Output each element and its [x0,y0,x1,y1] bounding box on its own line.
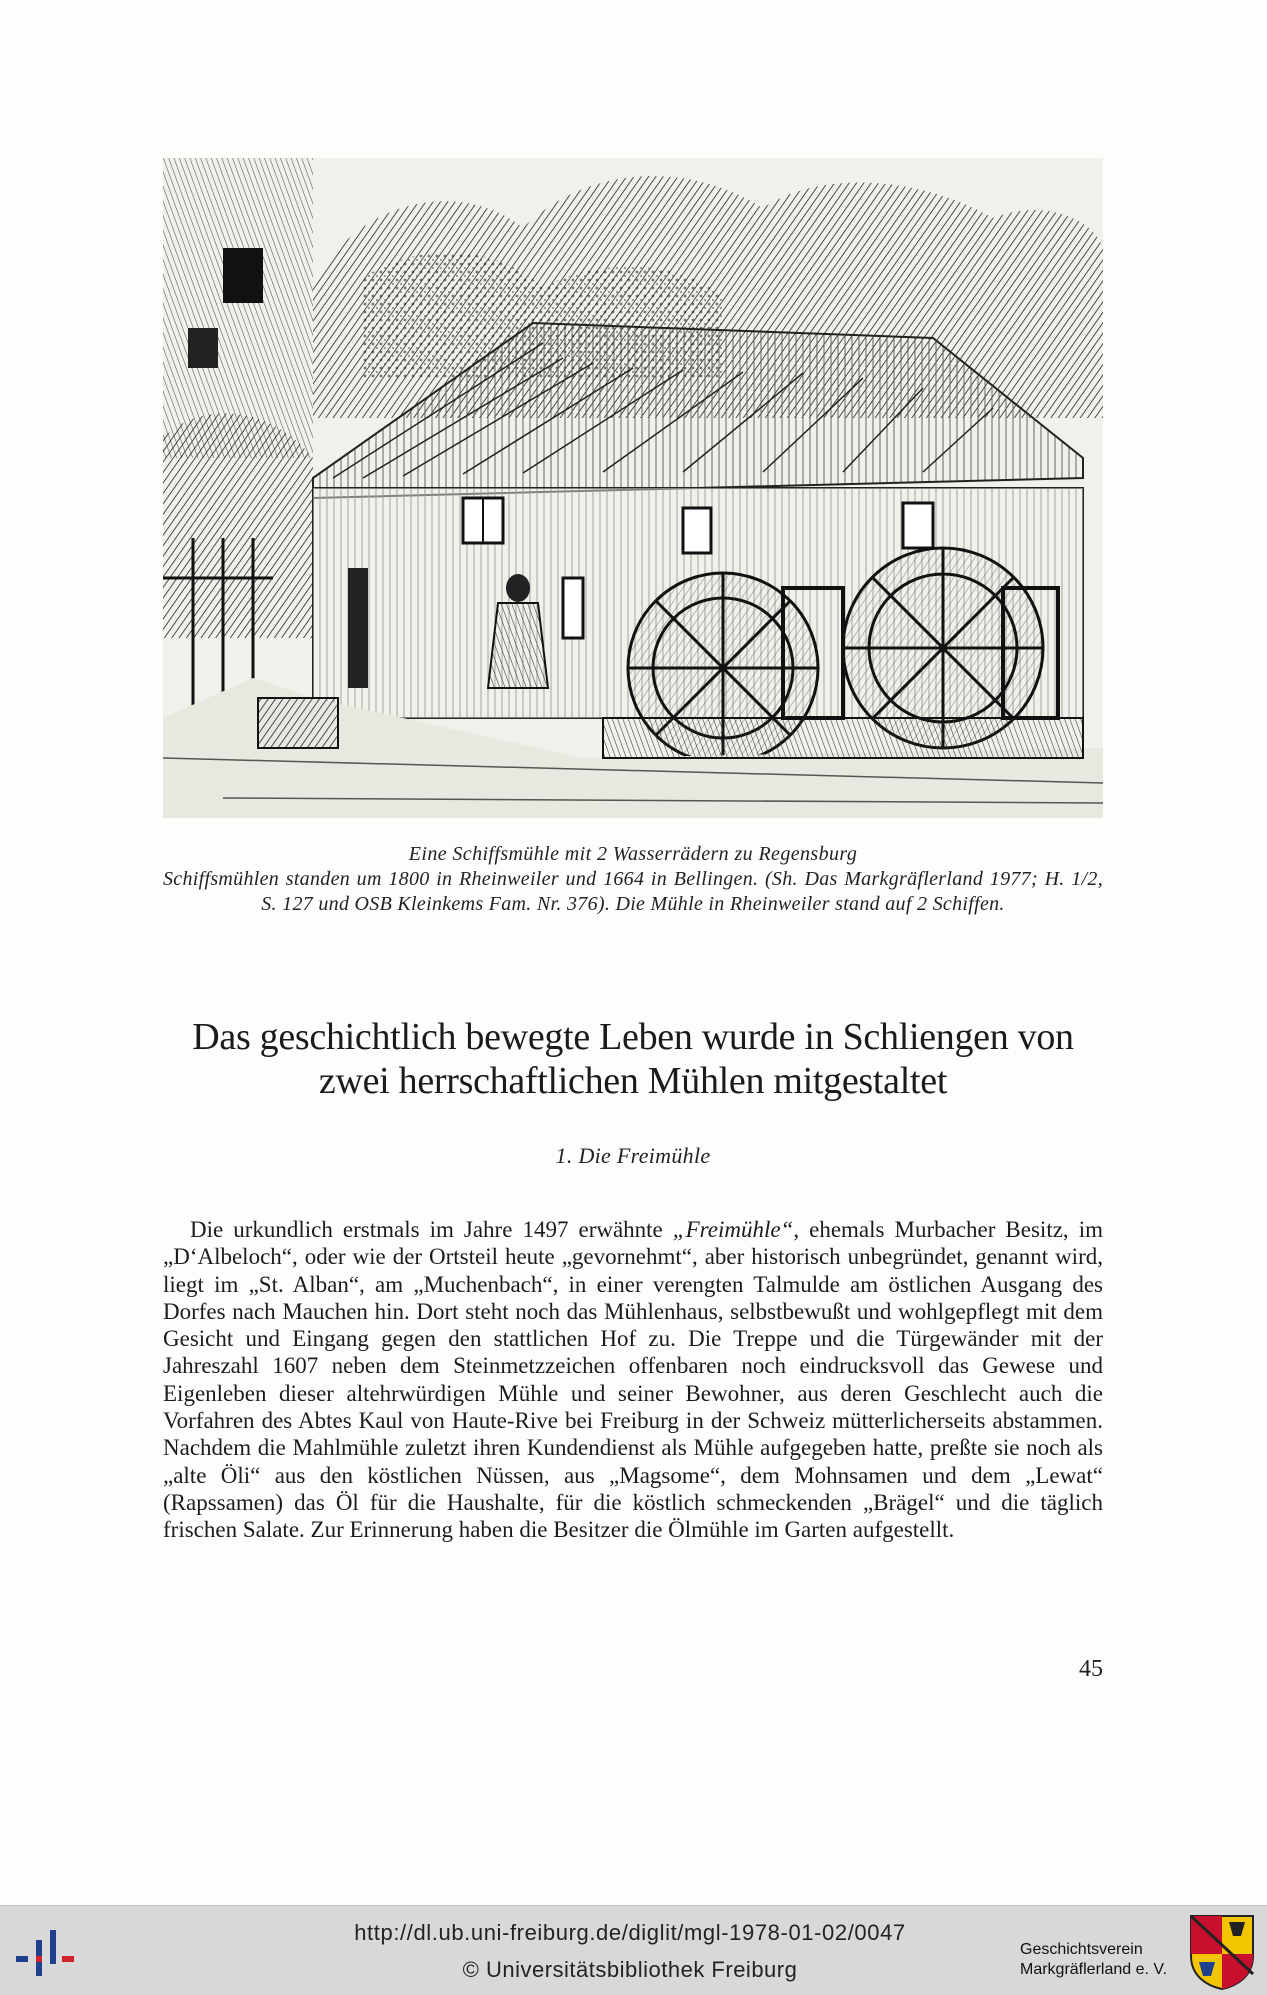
body-paragraph [163,1216,1103,1544]
caption-title: Eine Schiffsmühle mit 2 Wasserrädern zu Regensburg [408,843,858,865]
society-name [1020,1940,1190,1980]
ship-mill-engraving-icon [163,158,1103,818]
chapter-heading [150,1015,1116,1103]
figure-caption [163,842,1103,917]
document-url-link[interactable]: http://dl.ub.uni-freiburg.de/diglit/mgl-1978-01-02/0047 [354,1920,906,1945]
viewer-footer [0,1905,1267,1995]
page-number: 45 [1079,1656,1103,1682]
coat-of-arms-icon [1189,1914,1255,1990]
society-line-2: Markgräflerland e. V. [1020,1961,1168,1978]
section-subheading: 1. Die Freimühle [555,1143,711,1168]
engraving-illustration [163,158,1103,818]
copyright-notice: © Universitätsbibliothek Freiburg [462,1957,798,1982]
heading-line-1: Das geschichtlich bewegte Leben wurde in Schliengen von [192,1016,1074,1058]
body-rest: , ehemals Murbacher Besitz, im „D‘Albeloch“, oder wie der Ortsteil heute „gevornehmt“, aber historisch unbegründet, genannt wird, liegt im „St. Alban“, am „Muchenbach“, in einer verengten Talmulde am östlichen Ausgang des Dorfes nach Mauchen hin. Dort steht noch das Mühlenhaus, selbstbewußt und wohlgepflegt mit dem Gesicht und Eingang gegen den stattlichen Hof zu. Die Treppe und die Türgewänder mit der Jahreszahl 1607 neben dem Steinmetzzeichen offenbaren noch eindrucksvoll das Gewese und Eigenleben dieser altehrwürdigen Mühle und seiner Bewohner, aus deren Geschlecht auch die Vorfahren des Abtes Kaul von Haute-Rive bei Freiburg in der Schweiz mütterlicherseits abstammen. Nachdem die Mahlmühle zuletzt ihren Kundendienst als Mühle aufgegeben hatte, preßte sie noch als „alte Öli“ aus den köstlichen Nüssen, aus „Magsome“, dem Mohnsamen und dem „Lewat“ (Rapssamen) das Öl für die Haushalte, für die köstlich schmeckenden „Brägel“ und die täglich frischen Salate. Zur Erinnerung haben die Besitzer die Ölmühle im Garten aufgestellt. [163,1217,1103,1543]
caption-body: Schiffsmühlen standen um 1800 in Rheinweiler und 1664 in Bellingen. (Sh. Das Markgräflerland 1977; H. 1/2, S. 127 und OSB Kleinkems Fam. Nr. 376). Die Mühle in Rheinweiler stand auf 2 Schiffen. [163,868,1103,915]
society-line-1: Geschichtsverein [1020,1941,1143,1958]
heading-line-2: zwei herrschaftlichen Mühlen mitgestaltet [318,1060,948,1102]
ub-freiburg-logo-icon [14,1930,78,1976]
body-lead: Die urkundlich erstmals im Jahre 1497 erwähnte [190,1217,673,1242]
body-emphasis: „Freimühle“ [672,1217,794,1242]
